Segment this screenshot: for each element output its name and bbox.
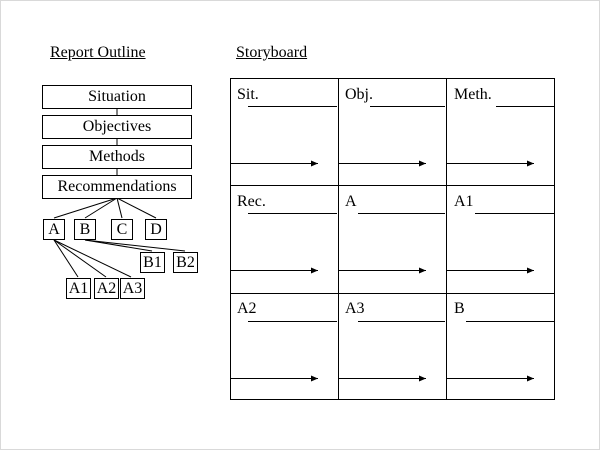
storyboard-cell-meth: Meth. — [454, 86, 492, 103]
outline-recommendations: Recommendations — [42, 175, 192, 199]
connector-rec-d — [117, 198, 156, 218]
outline-node-b2: B2 — [173, 252, 198, 273]
cell-arrows — [231, 164, 534, 379]
connector-rec-b — [85, 198, 117, 218]
storyboard-grid — [231, 79, 555, 400]
outline-node-d: D — [145, 219, 167, 240]
outline-situation: Situation — [42, 85, 192, 109]
connector-rec-a — [54, 198, 117, 218]
storyboard-cell-obj: Obj. — [345, 86, 373, 103]
connector-b-b2 — [85, 240, 185, 251]
connector-rec-c — [117, 198, 122, 218]
outline-node-a3: A3 — [120, 278, 145, 299]
cell-underlines — [248, 107, 554, 322]
outline-objectives: Objectives — [42, 115, 192, 139]
outline-methods: Methods — [42, 145, 192, 169]
storyboard-title: Storyboard — [236, 44, 308, 61]
storyboard-cell-b: B — [454, 300, 465, 317]
connector-b-b1 — [85, 240, 152, 251]
storyboard-cell-a: A — [345, 193, 357, 210]
storyboard-cell-sit: Sit. — [237, 86, 259, 103]
report-outline-title: Report Outline — [50, 44, 146, 61]
outline-node-a: A — [43, 219, 65, 240]
outline-node-a2: A2 — [94, 278, 119, 299]
outline-node-b1: B1 — [140, 252, 165, 273]
outline-node-c: C — [111, 219, 133, 240]
storyboard-cell-a1: A1 — [454, 193, 474, 210]
connector-a-a2 — [54, 240, 106, 277]
storyboard-cell-a2: A2 — [237, 300, 257, 317]
storyboard-cell-rec: Rec. — [237, 193, 266, 210]
storyboard-cell-a3: A3 — [345, 300, 365, 317]
outline-node-a1: A1 — [66, 278, 91, 299]
outline-node-b: B — [74, 219, 96, 240]
